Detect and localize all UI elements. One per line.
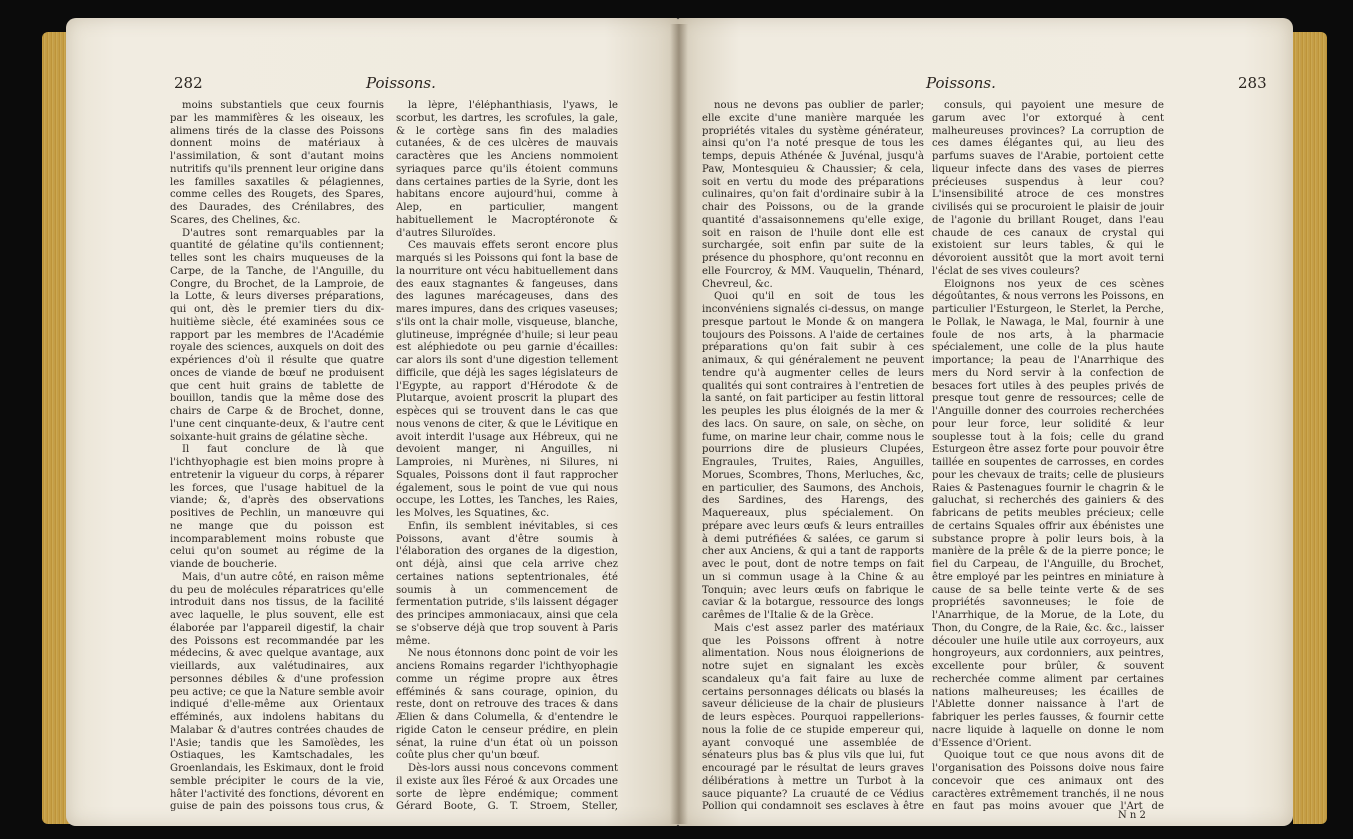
paragraph: Ne nous étonnons donc point de voir les anciens Romains regarder l'ichthyophagie comme un régime propre aux êtres efféminés & sans courage, opinion, du reste, dont on retrouve des traces & dans Ælien & dans Columella, & d'entendre le rigide Caton le censeur prédire, en plein sénat, la ruine d'un état où un poisson coûte plus cher qu'un bœuf.: [396, 648, 618, 762]
paragraph: Mais, d'un autre côté, en raison même du peu de molécules réparatrices qu'elle introduit dans nos tissus, de la facilité avec laquelle, le plus souvent, elle est élaborée par l'appareil digestif, la chair des Poissons est recommandée par les médecins, & avec quelque avantage, aux vieillards, aux valétudinaires, aux personnes débiles & d'une profession peu active; ce que la Nature semble avoir indiqué d'elle-même aux Orientaux efféminés, aux indolens habitans du Malabar & d'autres contrées chaudes de l'Asie; tandis que les Samoïèdes, les Ostiaques, les Kamtschadales, les Groenlandais, les Eskimaux, dont le froid semble précipiter le cours de la vie, hâter l'activité des fonctions, dévorent en guise de pain des poissons tous crus, &: [170, 571, 384, 812]
paragraph: Enfin, ils semblent inévitables, si ces Poissons, avant d'être soumis à l'élaboration des organes de la digestion, ont déjà, ainsi que cela arrive chez certaines nations septentrionales, été soumis à un commencement de fermentation putride, s'ils laissent dégager des principes ammoniacaux, ainsi que cela se s'observe déjà que trop souvent à Paris même.: [396, 520, 618, 647]
page-edges-right: [1293, 32, 1327, 824]
page-number: 283: [1238, 74, 1267, 92]
paragraph: Mais c'est assez parler des matériaux que les Poissons offrent à notre alimentation. Nous nous éloignerions de notre sujet en signalant les excès scandaleux qu'a fait faire au luxe de certains personnages délicats ou blasés la saveur délicieuse de la chair de plusieurs de leurs espèces. Pourquoi rappellerions-nous la folie de ce stupide empereur qui, ayant convoqué une assemblée de sénateurs plus bas & plus vils que lui, fut encouragé par le résultat de leurs graves délibérations à mettre un Turbot à la sauce piquante? La cruauté de ce Védius Pollion qui condamnoit ses esclaves à être: [702, 622, 924, 812]
paragraph: Quoi qu'il en soit de tous les inconvéniens signalés ci-dessus, on mange presque partout le Monde & on mangera toujours des Poissons. A l'aide de certaines préparations qu'on fait subir à ces animaux, & qui généralement ne peuvent tendre qu'à augmenter celles de leurs qualités qui sont contraires à l'entretien de la santé, on fait participer au festin littoral les peuples les plus éloignés de la mer & des lacs. On saure, on sale, on sèche, on fume, on marine leur chair, comme nous le pourrions dire de plusieurs Clupées, Engraules, Truites, Raies, Anguilles, Morues, Scombres, Thons, Merluches, &c, en particulier, des Saumons, des Anchois, des Sardines, des Harengs, des Maquereaux, plus spécialement. On prépare avec leurs œufs & leurs entrailles à demi putréfiées & salées, ce garum si cher aux Anciens, & qui a tant de rapports avec le pout, dont de notre temps on fait un si commun usage à la Chine & au Tonquin; avec leurs œufs on fabrique le caviar & la botargue, ressource des longs carêmes de l'Italie & de la Grèce.: [702, 291, 924, 621]
paragraph: consuls, qui payoient une mesure de garum avec l'or extorqué à cent malheureuses provinces? La corruption de ces dames élégantes qui, au lieu des parfums suaves de l'Arabie, portoient cette liqueur infecte dans des vases de pierres précieuses suspendus à leur cou? L'insensibilité atroce de ces monstres civilisés qui se procuroient le plaisir de jouir de l'agonie du brillant Rouget, dans l'eau chaude de ces canaux de crystal qui existoient sur leurs tables, & qui le dévoroient aussitôt que la mort avoit terni l'éclat de ses vives couleurs?: [932, 100, 1164, 277]
paragraph: la lèpre, l'éléphanthiasis, l'yaws, le scorbut, les dartres, les scrofules, la gale, & le cortège sans fin des maladies cutanées, & de ces ulcères de mauvais caractères que les Anciens nommoient syriaques parce qu'ils étoient communs dans certaines parties de la Syrie, dont les habitans encore aujourd'hui, comme à Alep, en particulier, mangent habituellement le Macroptéronote & d'autres Siluroïdes.: [396, 100, 618, 239]
running-title: Poissons.: [366, 74, 436, 92]
text-column-right: [932, 100, 1164, 812]
paragraph: Eloignons nos yeux de ces scènes dégoûtantes, & nous verrons les Poissons, en particulier l'Esturgeon, le Sterlet, la Perche, le Pollak, le Nawaga, le Mal, fournir à une foule de nos arts, à la pharmacie spécialement, une colle de la plus haute importance; la peau de l'Anarrhique des mers du Nord servir à la confection de besaces fort utiles à des peuples privés de presque tout genre de ressources; celle de l'Anguille donner des courroies recherchées pour leur force, leur solidité & leur souplesse tout à la fois; celle du grand Esturgeon être assez forte pour pouvoir être taillée en soupentes de carrosses, en cordes pour les chevaux de traits; celle de plusieurs Raies & Pastenagues fournir le chagrin & le galuchat, si recherchés des gainiers & des fabricans de petits meubles précieux; celle de certains Squales offrir aux ébénistes une substance propre à polir leurs bois, à la manière de la prêle & de la pierre ponce; le fiel du Carpeau, de l'Anguille, du Brochet, être employé par les peintres en miniature à cause de sa belle teinte verte & de ses propriétés savonneuses; le foie de l'Anarrhique, de la Morue, de la Lote, du Thon, du Congre, de la Raie, &c. &c., laisser découler une huile utile aux corroyeurs, aux hongroyeurs, aux cordonniers, aux peintres, excellente pour brûler, & souvent recherchée comme aliment par certaines nations malheureuses; les écailles de l'Ablette donner naissance à l'art de fabriquer les perles fausses, & fournir cette nacre liquide à laquelle on donne le nom d'Essence d'Orient.: [932, 278, 1164, 749]
book-gutter: [670, 24, 688, 824]
paragraph: D'autres sont remarquables par la quantité de gélatine qu'ils contiennent; telles sont les chairs muqueuses de la Carpe, de la Tanche, de l'Anguille, du Congre, du Brochet, de la Lamproie, de la Lotte, & leurs diverses préparations, qui ont, dès le premier tiers du dix-huitième siècle, été examinées sous ce rapport par les membres de l'Académie royale des sciences, auxquels on doit des expériences d'où il résulte que quatre onces de viande de bœuf ne produisent que cent huit grains de tablette de bouillon, tandis que la même dose des chairs de Carpe & de Brochet, donne, l'une cent cinquante-deux, & l'autre cent soixante-huit grains de gélatine sèche.: [170, 227, 384, 443]
paragraph: Quoique tout ce que nous avons dit de l'organisation des Poissons doive nous faire concevoir que ces animaux ont des caractères extrêmement tranchés, il ne nous en faut pas moins avouer que l'Art de: [932, 750, 1164, 812]
text-column-left: [702, 100, 924, 812]
open-book: [8, 10, 1345, 836]
text-column-right: [396, 100, 618, 812]
running-title: Poissons.: [926, 74, 996, 92]
paragraph: Ces mauvais effets seront encore plus marqués si les Poissons qui font la base de la nourriture ont vécu habituellement dans des eaux stagnantes & fangeuses, dans des lagunes marécageuses, dans des mares impures, dans des criques vaseuses; s'ils ont la chair molle, visqueuse, blanche, glutineuse, imprégnée d'huile; si leur peau est aléphiedote ou peu garnie d'écailles: car alors ils sont d'une digestion tellement difficile, que déjà les sages législateurs de l'Egypte, au rapport d'Hérodote & de Plutarque, avoient proscrit la plupart des espèces qui se trouvent dans le cas que nous venons de citer, & que le Lévitique en avoit interdit l'usage aux Hébreux, qui ne devoient manger, ni Anguilles, ni Lamproies, ni Murènes, ni Silures, ni Squales, Poissons dont il faut rapprocher également, sous le point de vue qui nous occupe, les Lottes, les Tanches, les Raies, les Molves, les Squatines, &c.: [396, 240, 618, 519]
paragraph: nous ne devons pas oublier de parler; elle excite d'une manière marquée les propriétés vitales du système générateur, ainsi qu'on l'a noté presque de tous les temps, depuis Athénée & Juvénal, jusqu'à Paw, Montesquieu & Chaussier; & cela, soit en vertu du mode des préparations culinaires, qu'on fait d'ordinaire subir à la chair des Poissons, ou de la grande quantité d'assaisonnemens qu'elle exige, soit en raison de l'huile dont elle est surchargée, soit enfin par suite de la présence du phosphore, qu'ont reconnu en elle Fourcroy, & MM. Vauquelin, Thénard, Chevreul, &c.: [702, 100, 924, 290]
paragraph: Dès-lors aussi nous concevons comment il existe aux îles Féroé & aux Orcades une sorte de lèpre endémique; comment Gérard Boote, G. T. Stroem, Steller,: [396, 763, 618, 812]
paragraph: moins substantiels que ceux fournis par les mammifères & les oiseaux, les alimens tirés de la classe des Poissons donnent moins de matériaux à l'assimilation, & sont d'autant moins nutritifs qu'ils prennent leur origine dans les familles saxatiles & pélagiennes, comme celles des Rougets, des Spares, des Daurades, des Crénilabres, des Scares, des Chelines, &c.: [170, 100, 384, 226]
text-column-left: [170, 100, 384, 812]
left-page: [66, 18, 678, 826]
paragraph: Il faut conclure de là que l'ichthyophagie est bien moins propre à entretenir la vigueur du corps, à réparer les forces, que l'usage habituel de la viande; &, d'après des observations positives de Pechlin, un manœuvre qui ne mange que du poisson est incomparablement moins robuste que celui qu'on soumet au régime de la viande de boucherie.: [170, 444, 384, 570]
right-page: [678, 18, 1293, 826]
page-number: 282: [174, 74, 203, 92]
signature-mark: N n 2: [1118, 810, 1146, 821]
